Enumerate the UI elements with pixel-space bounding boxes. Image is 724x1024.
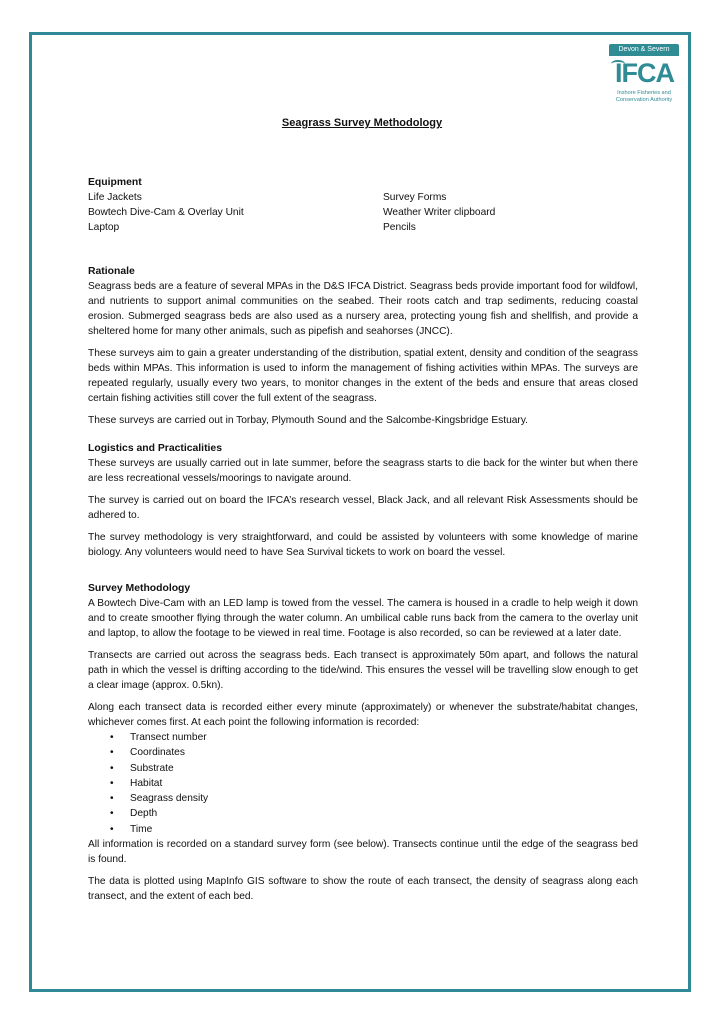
equipment-item: Survey Forms [383, 192, 447, 203]
equipment-item: Pencils [383, 222, 416, 233]
list-item: • Seagrass density [88, 791, 638, 806]
ifca-logo [609, 44, 679, 116]
logo-subtitle-1: Inshore Fisheries and [617, 90, 671, 96]
equipment-item: Laptop [88, 222, 120, 233]
equipment-heading: Equipment [88, 177, 142, 188]
list-item: • Substrate [88, 761, 638, 776]
logo-subtitle-2: Conservation Authority [615, 97, 673, 103]
rationale-paragraph: These surveys are carried out in Torbay, Plymouth Sound and the Salcombe-Kingsbridge Estuary. [88, 415, 528, 426]
equipment-item: Weather Writer clipboard [383, 207, 496, 218]
equipment-right-column [383, 190, 495, 235]
equipment-section [88, 175, 638, 233]
equipment-item: Bowtech Dive-Cam & Overlay Unit [88, 207, 244, 218]
logo-wordmark-area [609, 56, 679, 90]
methodology-paragraph: The data is plotted using MapInfo GIS software to show the route of each transect, the density of seagrass along each transect, and the extent of each bed. [88, 876, 638, 903]
logistics-paragraph: The survey methodology is very straightforward, and could be assisted by volunteers with some knowledge of marine biology. Any volunteers would need to have Sea Survival tickets to work on board the vessel. [88, 532, 638, 558]
methodology-paragraph: Along each transect data is recorded either every minute (approximately) or whenever the substrate/habitat changes, whichever comes first. At each point the following information is recorded: [88, 702, 638, 728]
methodology-heading: Survey Methodology [88, 583, 191, 594]
logo-wordmark: IFCA [615, 58, 674, 88]
list-item: • Coordinates [88, 745, 638, 760]
rationale-section [88, 264, 638, 435]
list-item: • Habitat [88, 776, 638, 791]
document-title: Seagrass Survey Methodology [281, 117, 443, 129]
list-item: • Time [88, 822, 638, 837]
logistics-section [88, 441, 638, 567]
equipment-left-column [88, 190, 244, 235]
list-item: • Transect number [88, 730, 638, 745]
list-item: • Depth [88, 806, 638, 821]
methodology-paragraph: Transects are carried out across the seagrass beds. Each transect is approximately 50m apart, and follows the natural path in which the vessel is drifting according to the tide/wind. This ensures the vessel will be travelling slow enough to get a clear image (approx. 0.5kn). [88, 650, 638, 691]
rationale-heading: Rationale [88, 266, 135, 277]
logistics-paragraph: These surveys are usually carried out in late summer, before the seagrass starts to die back for the winter but when there are less recreational vessels/moorings to navigate around. [88, 458, 638, 484]
rationale-paragraph: These surveys aim to gain a greater understanding of the distribution, spatial extent, density and condition of the seagrass beds within MPAs. This information is used to inform the management of fishing activities within MPAs. The surveys are repeated regularly, usually every two years, to monitor changes in the extent of the beds and ensure that areas closed certain fishing activities still cover the full extent of the seagrass. [88, 348, 638, 404]
logistics-heading: Logistics and Practicalities [88, 443, 222, 454]
rationale-paragraph: Seagrass beds are a feature of several MPAs in the D&S IFCA District. Seagrass beds provide important food for wildfowl, and nutrients to support animal communities on the seabed. Their roots catch and trap sediments, reducing coastal erosion. Submerged seagrass beds are also used as a nursery area, protecting young fish and shellfish, and provide a sheltered home for many other animals, such as pipefish and seahorses (JNCC). [88, 281, 638, 337]
methodology-paragraph: All information is recorded on a standard survey form (see below). Transects continue until the edge of the seagrass bed is found. [88, 839, 638, 866]
logo-region-label: Devon & Severn [609, 44, 679, 56]
recorded-info-list [88, 730, 638, 837]
methodology-section [88, 581, 638, 911]
logistics-paragraph: The survey is carried out on board the IFCA’s research vessel, Black Jack, and all relevant Risk Assessments should be adhered to. [88, 495, 638, 521]
equipment-item: Life Jackets [88, 192, 142, 203]
methodology-paragraph: A Bowtech Dive-Cam with an LED lamp is towed from the vessel. The camera is housed in a cradle to help weigh it down and to create smoother flying through the water column. An umbilical cable runs back from the camera to the overlay unit and laptop, to allow the footage to be viewed in real time. Footage is also recorded, so can be reviewed at a later date. [88, 598, 638, 639]
